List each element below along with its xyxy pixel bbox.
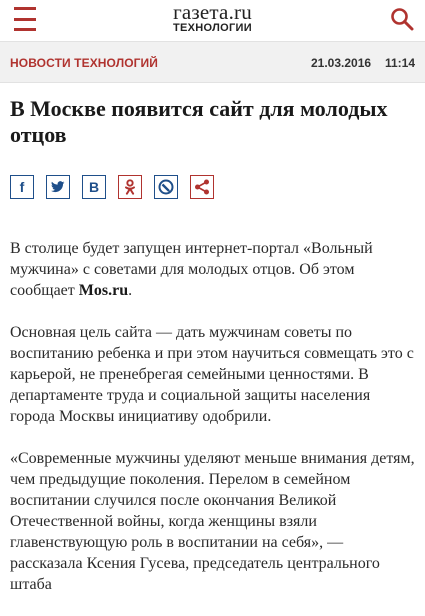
site-header (0, 0, 425, 38)
share-odnoklassniki-button[interactable] (118, 175, 142, 199)
twitter-icon (51, 181, 65, 193)
category-link[interactable]: НОВОСТИ ТЕХНОЛОГИЙ (10, 56, 159, 70)
logo-section[interactable]: ТЕХНОЛОГИИ (173, 22, 252, 34)
paragraph-1-text: В столице будет запущен интернет-портал «Вольный мужчина» с советами для молодых отцов. Об этом сообщает (10, 240, 373, 299)
share-livejournal-button[interactable] (154, 175, 178, 199)
paragraph-3: «Современные мужчины уделяют меньше внимания детям, чем предыдущие поколения. Перелом в семейном воспитании случился после окончания Великой Отечественной войны, когда женщины взяли главенствующую роль в воспитании на себя», — рассказала Ксения Гусева, председатель центрального штаба (10, 450, 415, 593)
search-icon[interactable] (389, 6, 415, 32)
vk-icon: В (88, 179, 100, 195)
article-title: В Москве появится сайт для молодых отцов (10, 96, 388, 147)
odnoklassniki-icon (124, 179, 136, 195)
share-icon (194, 179, 210, 195)
paragraph-1-end: . (128, 282, 133, 299)
share-more-button[interactable] (190, 175, 214, 199)
share-twitter-button[interactable] (46, 175, 70, 199)
publish-time: 11:14 (385, 56, 416, 70)
logo-brand[interactable]: газета.ru (173, 0, 252, 24)
livejournal-icon (158, 179, 174, 195)
paragraph-1 (10, 238, 415, 301)
share-vk-button[interactable] (82, 175, 106, 199)
share-bar (10, 175, 226, 199)
article-meta-bar (0, 41, 425, 83)
paragraph-2: Основная цель сайта — дать мужчинам советы по воспитанию ребенка и при этом научиться совмещать это с карьерой, не пренебрегая семейными ценностями. В департаменте труда и социальной защиты населения города Москвы инициативу одобрили. (10, 324, 414, 425)
article-body (10, 238, 415, 616)
source-link[interactable]: Mos.ru (78, 282, 129, 299)
facebook-icon: f (19, 179, 25, 195)
site-logo[interactable] (0, 2, 425, 35)
share-facebook-button[interactable] (10, 175, 34, 199)
publish-date: 21.03.2016 (311, 56, 372, 70)
